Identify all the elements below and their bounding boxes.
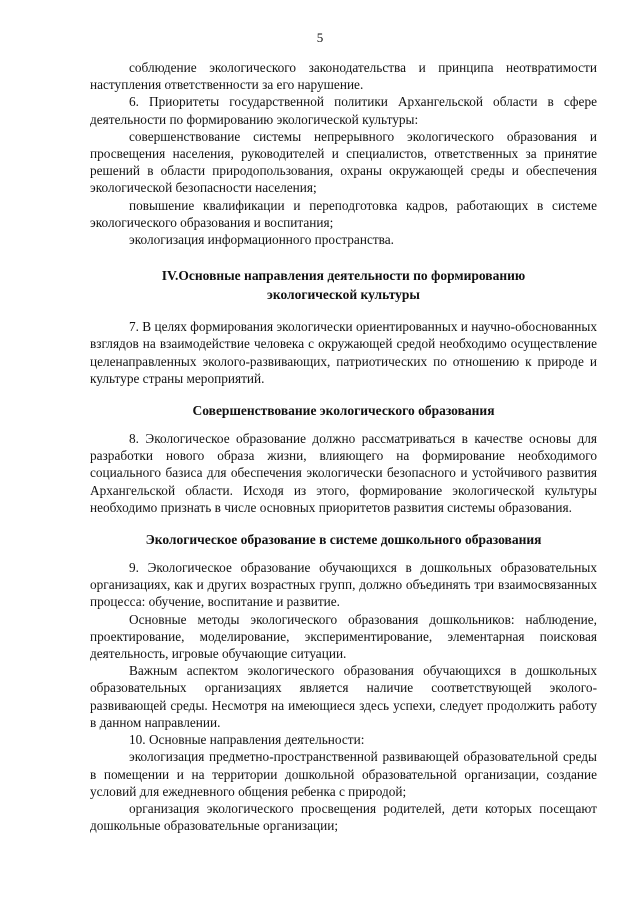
paragraph: экологизация предметно-пространственной развивающей образовательной среды в помещении и на территории дошкольной образовательной организации, создание условий для ежедневного общения ребенка с природой;: [90, 749, 597, 799]
subsection-heading-education: Совершенствование экологического образования: [192, 403, 495, 419]
paragraph: Основные методы экологического образования дошкольников: наблюдение, проектирование, моделирование, экспериментирование, элементарная поисковая деятельность, игровые обучающие ситуации.: [90, 611, 597, 662]
section-heading-iv-line2: экологической культуры: [267, 286, 420, 302]
paragraph: соблюдение экологического законодательства и принципа неотвратимости наступления ответственности за его нарушение.: [90, 60, 597, 93]
paragraph: 8. Экологическое образование должно рассматриваться в качестве основы для разработки нового образа жизни, влияющего на формирование необходимого социального базиса для обеспечения экологически безопасного и устойчивого развития Архангельской области. Исходя из этого, формирование экологической культуры необходимо признать в числе основных приоритетов развития системы образования.: [90, 431, 597, 515]
page-number: 5: [316, 30, 324, 45]
page-content: [90, 59, 597, 834]
paragraph: 10. Основные направления деятельности:: [129, 732, 365, 748]
paragraph: повышение квалификации и переподготовка кадров, работающих в системе экологического образования и воспитания;: [90, 197, 597, 230]
paragraph: 9. Экологическое образование обучающихся в дошкольных образовательных организациях, как и других возрастных групп, должно объединять три взаимосвязанных процесса: обучение, воспитание и развитие.: [90, 560, 597, 610]
paragraph: Важным аспектом экологического образования обучающихся в дошкольных образовательных организациях является наличие соответствующей эколого-развивающей среды. Несмотря на имеющиеся здесь успехи, следует продолжить работу в данном направлении.: [90, 663, 597, 730]
section-heading-iv-line1: IV.Основные направления деятельности по формированию: [161, 268, 526, 284]
paragraph: экологизация информационного пространства.: [129, 232, 394, 248]
paragraph: совершенствование системы непрерывного экологического образования и просвещения населения, руководителей и специалистов, ответственных за принятие решений в области природопользования, охраны окружающей среды и обеспечения экологической безопасности населения;: [90, 128, 597, 196]
paragraph: 7. В целях формирования экологически ориентированных и научно-обоснованных взглядов на взаимодействие человека с окружающей средой необходимо осуществление целенаправленных эколого-развивающих, патриотических по отношению к природе и культуре страны мероприятий.: [90, 319, 597, 386]
paragraph: организация экологического просвещения родителей, дети которых посещают дошкольные образовательные организации;: [90, 800, 597, 834]
paragraph: 6. Приоритеты государственной политики Архангельской области в сфере деятельности по формированию экологической культуры:: [90, 94, 597, 127]
subsection-heading-preschool: Экологическое образование в системе дошкольного образования: [145, 532, 542, 548]
